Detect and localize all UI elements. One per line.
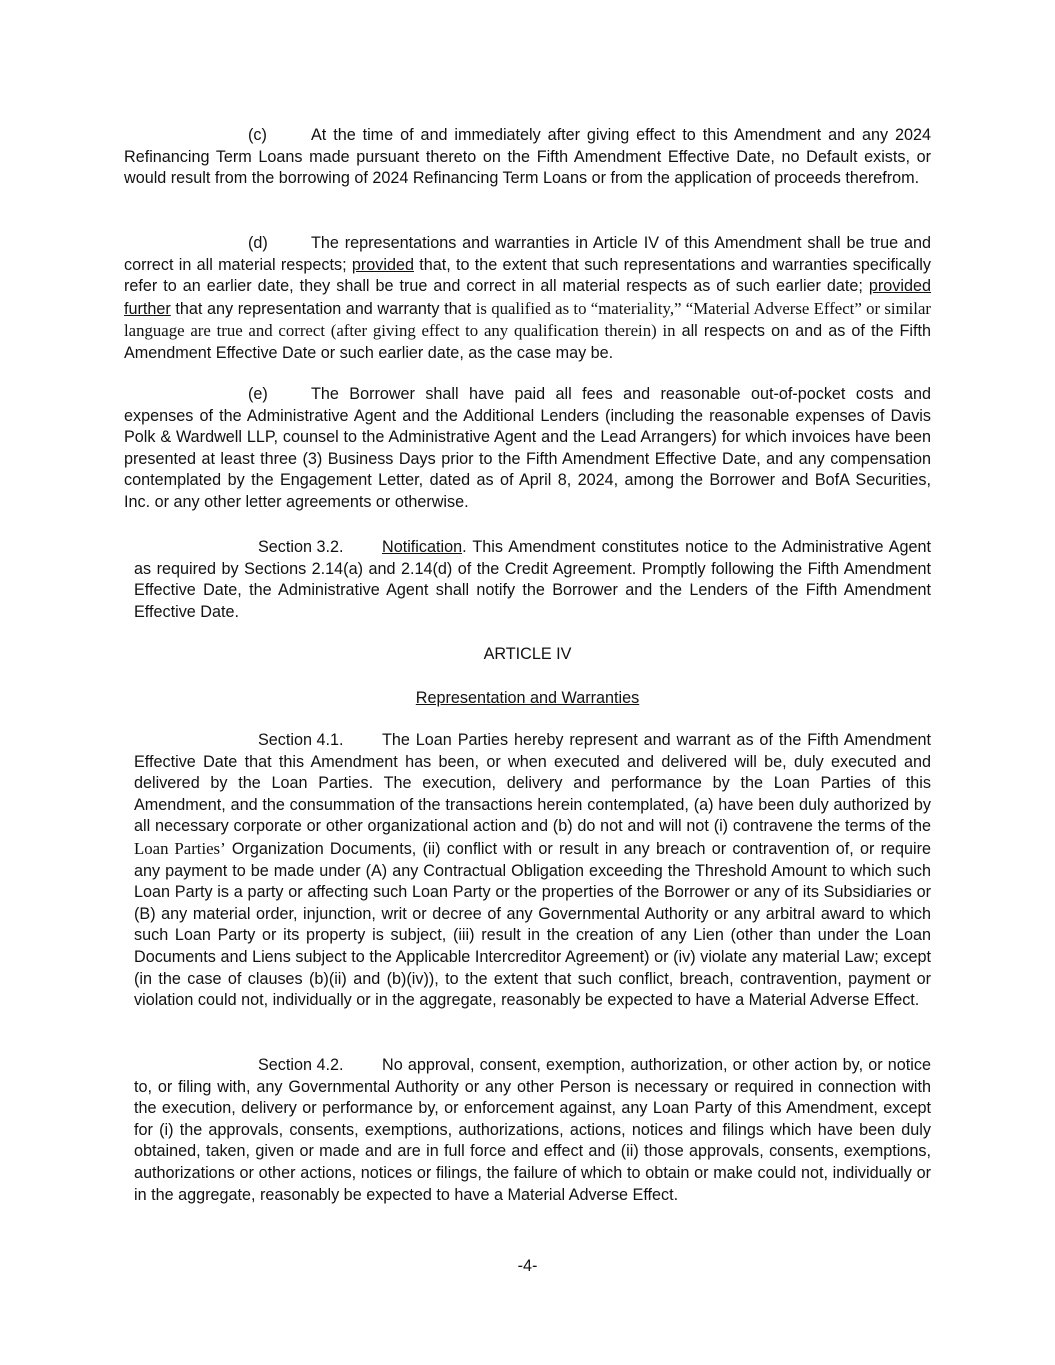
section-4-2-text: No approval, consent, exemption, authorization, or other action by, or notice to, or filing with, any Governmental Authority or any other Person is necessary or required in connection with the execution, delivery or performance by, or enforcement against, any Loan Party of this Amendment, except for (i) the approvals, consents, exemptions, authorizations, actions, notices and filings which have been duly obtained, taken, given or made and are in full force and effect and (ii) those approvals, consents, exemptions, authorizations or other actions, notices or filings, the failure of which to obtain or make could not, individually or in the aggregate, reasonably be expected to have a Material Adverse Effect. — [134, 1056, 931, 1204]
section-4-1-text-2: Organization Documents, (ii) conflict with or result in any breach or contravention of, or require any payment to be made under (A) any Contractual Obligation exceeding the Threshold Amount to which such Loan Party is a party or affecting such Loan Party or the properties of the Borrower or any of its Subsidiaries or (B) any material order, injunction, writ or decree of any Governmental Authority or any arbitral award to which such Loan Party or its property is subject, (iii) result in the creation of any Lien (other than under the Loan Documents and Liens subject to the Applicable Intercreditor Agreement) or (iv) violate any material Law; except (in the case of clauses (b)(ii) and (b)(iv)), to the extent that such conflict, breach, contravention, payment or violation could not, individually or in the aggregate, reasonably be expected to have a Material Adverse Effect. — [134, 839, 931, 1010]
section-4-1-text-1: The Loan Parties hereby represent and warrant as of the Fifth Amendment Effective Date that this Amendment has been, or when executed and delivered will be, duly executed and delivered by the Loan Parties. The execution, delivery and performance by the Loan Parties of this Amendment, and the consummation of the transactions herein contemplated, (a) have been duly authorized by all necessary corporate or other organizational action and (b) do not and will not (i) contravene the terms of the — [134, 731, 931, 836]
section-4-2-label: Section 4.2. — [258, 1056, 344, 1074]
clause-e-label: (e) — [248, 385, 268, 403]
clause-d-text-1: The representations and warranties in Article IV of this Amendment shall be true and correct in all material respects; — [124, 234, 931, 274]
clause-e-text: The Borrower shall have paid all fees and reasonable out-of-pocket costs and expenses of the Administrative Agent and the Additional Lenders (including the reasonable expenses of Davis Polk & Wardwell LLP, counsel to the Administrative Agent and the Lead Arrangers) for which invoices have been presented at least three (3) Business Days prior to the Fifth Amendment Effective Date, and any compensation contemplated by the Engagement Letter, dated as of April 8, 2024, among the Borrower and BofA Securities, Inc. or any other letter agreements or otherwise. — [124, 385, 931, 511]
article-title — [0, 688, 1055, 710]
section-4-1 — [134, 730, 931, 1012]
section-4-1-serif-text: Loan Parties’ — [134, 838, 226, 858]
clause-d-serif-text: is qualified as to “materiality,” “Material Adverse Effect” or similar language are true and correct (after giving effect to any qualification therein) in — [124, 298, 931, 341]
article-heading: ARTICLE IV — [483, 645, 572, 663]
article-title-text: Representation and Warranties — [415, 689, 640, 707]
section-3-2-heading: Notification — [382, 538, 463, 556]
clause-d — [124, 233, 931, 365]
clause-c — [124, 125, 931, 190]
clause-d-provided: provided — [351, 255, 414, 274]
clause-c-label: (c) — [248, 126, 267, 144]
clause-d-text-2: that, to the extent that such representations and warranties specifically refer to an earlier date, they shall be true and correct in all material respects as of such earlier date; — [124, 255, 931, 296]
clause-d-text-4: all respects on and as of the Fifth Amendment Effective Date or such earlier date, as the case may be. — [124, 322, 931, 362]
clause-c-text: At the time of and immediately after giving effect to this Amendment and any 2024 Refinancing Term Loans made pursuant thereto on the Fifth Amendment Effective Date, no Default exists, or would result from the borrowing of 2024 Refinancing Term Loans or from the application of proceeds therefrom. — [124, 126, 931, 188]
clause-e — [124, 384, 931, 514]
clause-d-text-3: that any representation and warranty that — [170, 299, 476, 318]
clause-d-further: further — [124, 299, 171, 318]
page-number: -4- — [517, 1257, 538, 1275]
clause-d-provided-2: provided — [868, 277, 931, 296]
section-3-2 — [134, 537, 931, 623]
section-3-2-label: Section 3.2. — [258, 538, 344, 556]
section-3-2-text: . This Amendment constitutes notice to the Administrative Agent as required by Sections 2.14(a) and 2.14(d) of the Credit Agreement. Promptly following the Fifth Amendment Effective Date, the Administrative Agent shall notify the Borrower and the Lenders of the Fifth Amendment Effective Date. — [134, 538, 931, 621]
section-4-1-label: Section 4.1. — [258, 731, 344, 749]
clause-d-label: (d) — [248, 234, 268, 252]
section-4-2 — [134, 1055, 931, 1206]
